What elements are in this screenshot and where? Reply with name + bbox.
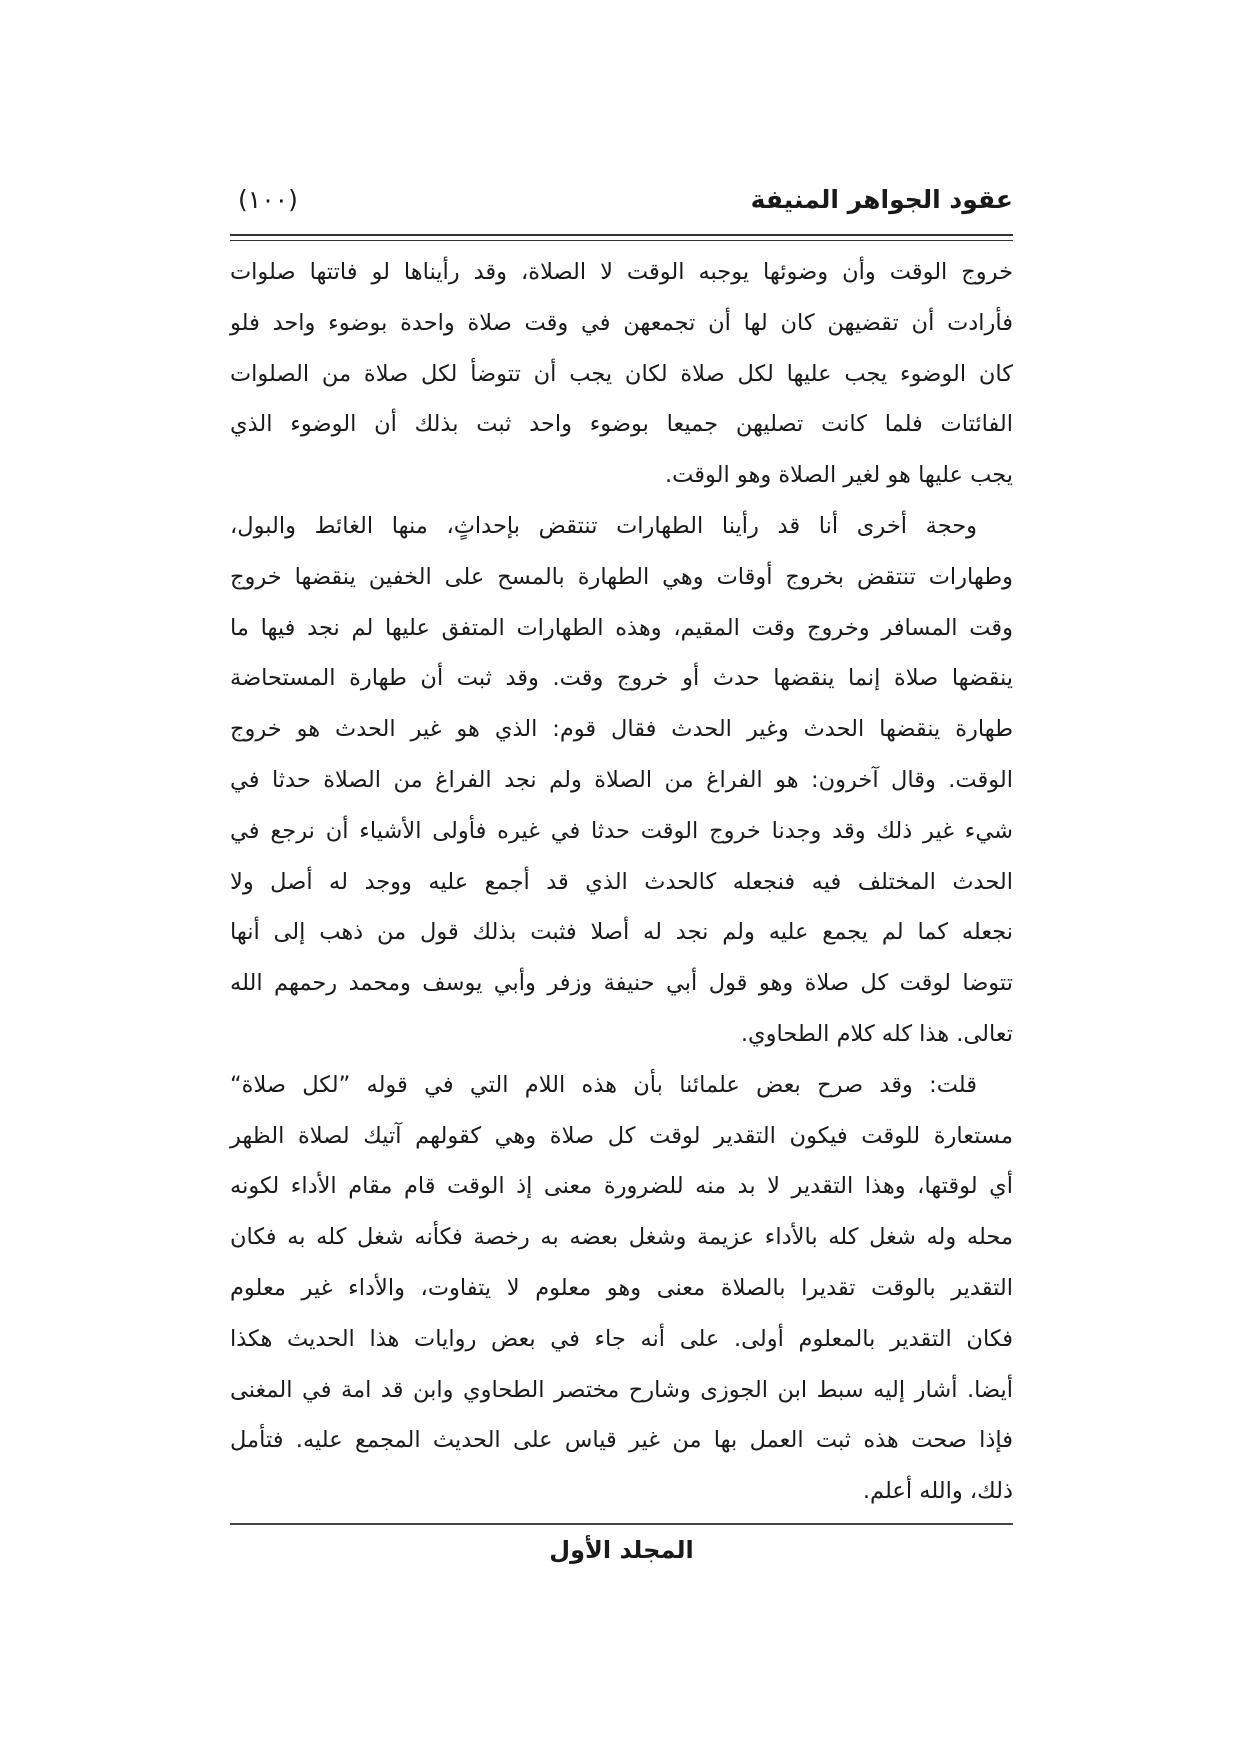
text-line: الفائتات فلما كانت تصليهن جميعا بوضوء واحد ثبت بذلك أن الوضوء الذي [230,411,1013,438]
text-line: شيء غير ذلك وقد وجدنا خروج الوقت حدثا في غيره فأولى الأشياء أن نرجع في [230,817,1013,844]
text-line: فأرادت أن تقضيهن كان لها أن تجمعهن في وقت صلاة واحدة بوضوء واحد فلو [230,309,1013,336]
text-line: الوقت. وقال آخرون: هو الفراغ من الصلاة ولم نجد الفراغ من الصلاة حدثا في [230,766,1013,793]
text-line: ذلك، والله أعلم. [862,1478,1013,1505]
text-line: وحجة أخرى أنا قد رأينا الطهارات تنتقض بإحداثٍ، منها الغائط والبول، [230,512,977,539]
header-divider [230,234,1013,241]
running-header [230,185,1013,225]
text-line: فإذا صحت هذه ثبت العمل بها من غير قياس على الحديث المجمع عليه. فتأمل [230,1427,1013,1454]
text-line: فكان التقدير بالمعلوم أولى. على أنه جاء في بعض روايات هذا الحديث هكذا [230,1325,1013,1352]
text-line: طهارة ينقضها الحدث وغير الحدث فقال قوم: الذي هو غير الحدث هو خروج [230,716,1013,743]
book-title: عقود الجواهر المنيفة [750,185,1013,214]
text-line: نجعله كما لم يجمع عليه ولم نجد له أصلا فثبت بذلك قول من ذهب إلى أنها [230,919,1013,946]
text-line: مستعارة للوقت فيكون التقدير لوقت كل صلاة وهي كقولهم آتيك لصلاة الظهر [230,1122,1013,1149]
text-line: يجب عليها هو لغير الصلاة وهو الوقت. [664,462,1013,489]
text-line: وقت المسافر وخروج وقت المقيم، وهذه الطهارات المتفق عليها لم نجد فيها ما [230,614,1013,641]
text-line: التقدير بالوقت تقديرا بالصلاة معنى وهو معلوم لا يتفاوت، والأداء غير معلوم [230,1274,1013,1301]
text-line: ينقضها صلاة إنما ينقضها حدث أو خروج وقت. وقد ثبت أن طهارة المستحاضة [230,665,1013,692]
text-line: أي لوقتها، وهذا التقدير لا بد منه للضرورة معنى إذ الوقت قام مقام الأداء لكونه [230,1173,1013,1200]
body-text [230,247,1013,1517]
text-line: الحدث المختلف فيه فنجعله كالحدث الذي قد أجمع عليه ووجد له أصل ولا [230,868,1013,895]
text-line: أيضا. أشار إليه سبط ابن الجوزى وشارح مختصر الطحاوي وابن قد امة في المغنى [230,1376,1013,1403]
text-line: تتوضا لوقت كل صلاة وهو قول أبي حنيفة وزفر وأبي يوسف ومحمد رحمهم الله [230,970,1013,997]
volume-footer: المجلد الأول [549,1536,694,1564]
text-line: محله وله شغل كله بالأداء عزيمة وشغل بعضه به رخصة فكأنه شغل كله به فكان [230,1224,1013,1251]
document-page [230,0,1013,1754]
text-line: قلت: وقد صرح بعض علمائنا بأن هذه اللام التي في قوله ”لكل صلاة“ [230,1071,977,1098]
text-line: كان الوضوء يجب عليها لكل صلاة لكان يجب أن تتوضأ لكل صلاة من الصلوات [230,360,1013,387]
page-number: (١٠٠) [238,185,298,214]
text-line: وطهارات تنتقض بخروج أوقات وهي الطهارة بالمسح على الخفين ينقضها خروج [230,563,1013,590]
text-line: تعالى. هذا كله كلام الطحاوي. [740,1020,1013,1047]
text-line: خروج الوقت وأن وضوئها يوجبه الوقت لا الصلاة، وقد رأيناها لو فاتتها صلوات [230,259,1013,285]
footer-divider [230,1523,1013,1525]
